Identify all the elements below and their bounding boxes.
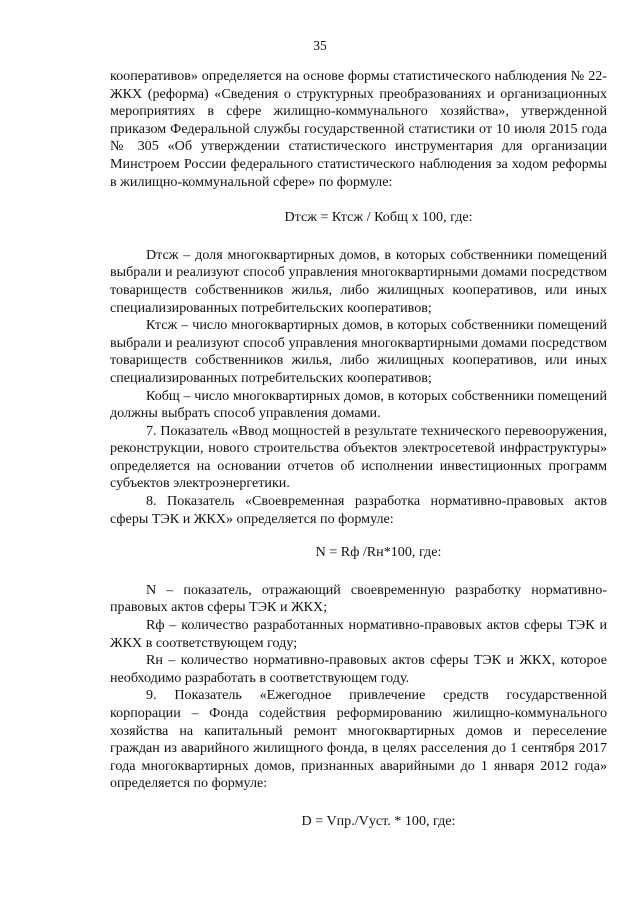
paragraph-indicator-8: 8. Показатель «Своевременная разработка нормативно-правовых актов сферы ТЭК и ЖКХ» определяется по формуле: xyxy=(110,493,607,527)
definition-ktsj: Ктсж – число многоквартирных домов, в которых собственники помещений выбрали и реализуют способ управления многоквартирными домами посредством товариществ собственников жилья, либо жилищных кооперативов, или иных специализированных потребительских кооперативов; xyxy=(110,317,607,386)
definition-n: N – показатель, отражающий своевременную разработку нормативно-правовых актов сферы ТЭК и ЖКХ; xyxy=(110,581,607,616)
definition-dtsj: Dтсж – доля многоквартирных домов, в которых собственники помещений выбрали и реализуют способ управления многоквартирными домами посредством товариществ собственников жилья, либо жилищных кооперативов, или иных специализированных потребительских кооперативов; xyxy=(110,246,607,316)
paragraph-indicator-7: 7. Показатель «Ввод мощностей в результате технического перевооружения, реконструкции, нового строительства объектов электросетевой инфраструктуры» определяется на основании отчетов об исполнении инвестиционных программ субъектов электроэнергетики. xyxy=(110,422,607,492)
definition-kobsch: Кобщ – число многоквартирных домов, в которых собственники помещений должны выбрать способ управления домами. xyxy=(110,387,607,422)
paragraph-indicator-9: 9. Показатель «Ежегодное привлечение средств государственной корпорации – Фонда содействия реформированию жилищно-коммунального хозяйства на капитальный ремонт многоквартирных домов и переселение граждан из аварийного жилищного фонда, в целях расселения до 1 сентября 2017 года многоквартирных домов, признанных аварийными до 1 января 2012 года» определяется по формуле: xyxy=(110,687,607,792)
paragraph-intro: кооперативов» определяется на основе формы статистического наблюдения № 22-ЖКХ (реформа) «Сведения о структурных преобразованиях и организационных мероприятиях в сфере жилищно-коммунального хозяйства», утвержденной приказом Федеральной службы государственной статистики от 10 июля 2015 года № 305 «Об утверждении статистического инструментария для организации Минстроем России федерального статистического наблюдения за ходом реформы в жилищно-коммунальной сфере» по формуле: xyxy=(110,68,607,190)
page-content xyxy=(110,68,607,831)
definition-rf: Rф – количество разработанных нормативно-правовых актов сферы ТЭК и ЖКХ в соответствующем году; xyxy=(110,617,607,651)
formula-d: D = Vпр./Vуст. * 100, где: xyxy=(301,812,456,829)
page-number: 35 xyxy=(313,38,327,53)
formula-dtsj: Dтсж = Ктсж / Кобщ х 100, где: xyxy=(284,209,473,226)
formula-n: N = Rф /Rн*100, где: xyxy=(315,544,442,561)
definition-rn: Rн – количество нормативно-правовых актов сферы ТЭК и ЖКХ, которое необходимо разработать в соответствующем году. xyxy=(110,652,607,686)
